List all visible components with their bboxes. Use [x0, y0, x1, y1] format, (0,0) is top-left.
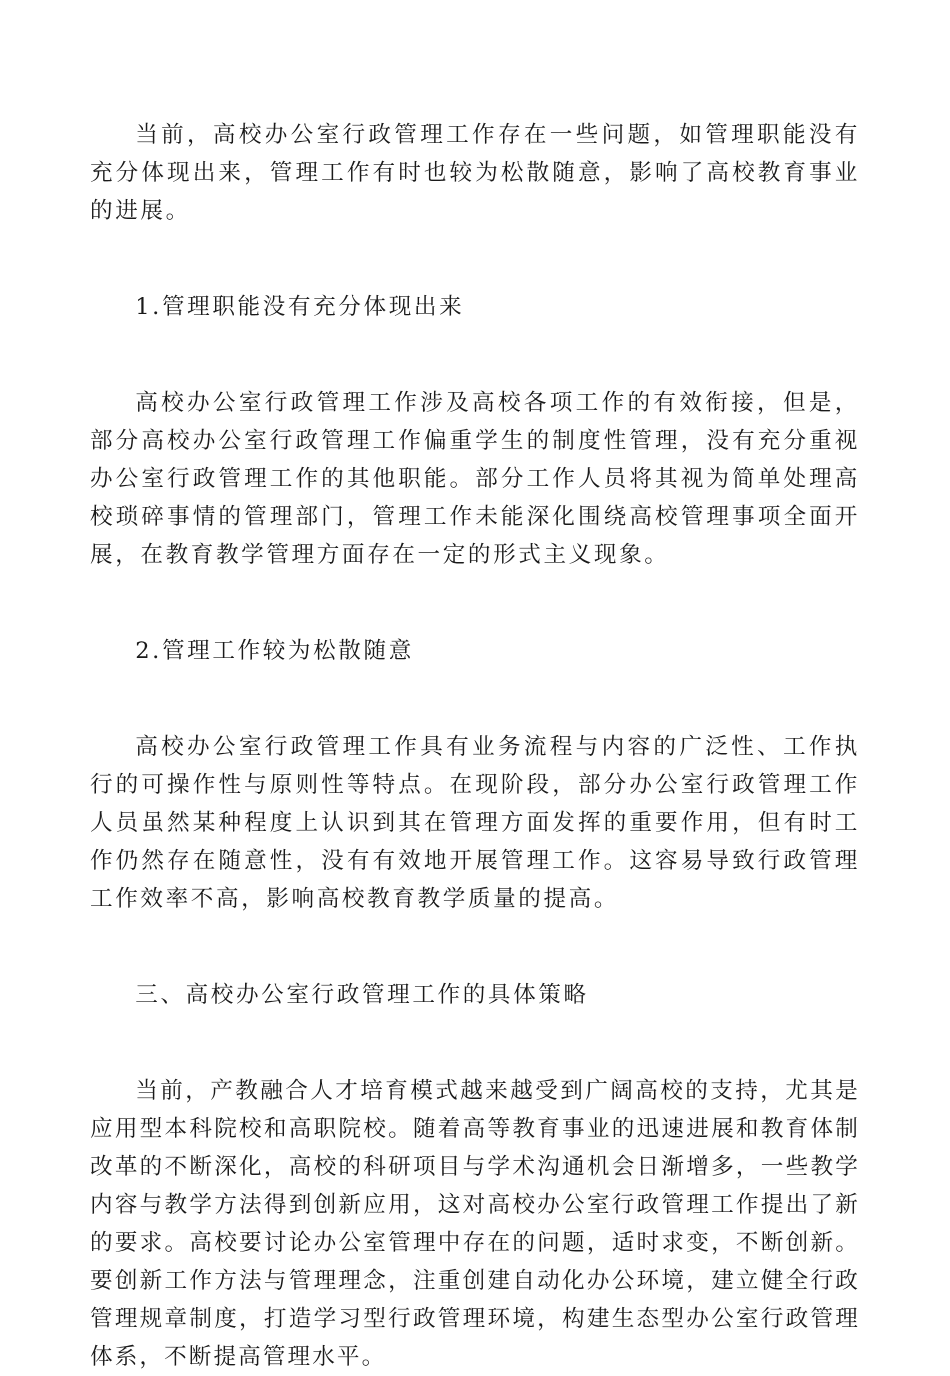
paragraph-gap	[90, 670, 860, 728]
paragraph-gap	[90, 918, 860, 976]
paragraph-section-1: 高校办公室行政管理工作涉及高校各项工作的有效衔接，但是，部分高校办公室行政管理工作偏重学生的制度性管理，没有充分重视办公室行政管理工作的其他职能。部分工作人员将其视为简单处理高校琐碎事情的管理部门，管理工作未能深化围绕高校管理事项全面开展，在教育教学管理方面存在一定的形式主义现象。	[90, 390, 860, 568]
paragraph-gap	[90, 230, 860, 288]
paragraph-section-2: 高校办公室行政管理工作具有业务流程与内容的广泛性、工作执行的可操作性与原则性等特点。在现阶段，部分办公室行政管理工作人员虽然某种程度上认识到其在管理方面发挥的重要作用，但有时工作仍然存在随意性，没有有效地开展管理工作。这容易导致行政管理工作效率不高，影响高校教育教学质量的提高。	[90, 734, 860, 912]
paragraph-gap	[90, 326, 860, 384]
paragraph-section-3: 当前，产教融合人才培育模式越来越受到广阔高校的支持，尤其是应用型本科院校和高职院校。随着高等教育事业的迅速进展和教育体制改革的不断深化，高校的科研项目与学术沟通机会日渐增多，一些教学内容与教学方法得到创新应用，这对高校办公室行政管理工作提出了新的要求。高校要讨论办公室管理中存在的问题，适时求变，不断创新。要创新工作方法与管理理念，注重创建自动化办公环境，建立健全行政管理规章制度，打造学习型行政管理环境，构建生态型办公室行政管理体系，不断提高管理水平。	[90, 1078, 860, 1370]
section-heading-3: 三、高校办公室行政管理工作的具体策略	[135, 982, 589, 1008]
paragraph-gap	[90, 574, 860, 632]
section-heading-1: 1.管理职能没有充分体现出来	[135, 294, 465, 320]
section-heading-2: 2.管理工作较为松散随意	[135, 638, 414, 664]
document-body	[90, 116, 860, 1376]
paragraph-intro: 当前，高校办公室行政管理工作存在一些问题，如管理职能没有充分体现出来，管理工作有时也较为松散随意，影响了高校教育事业的进展。	[90, 122, 860, 224]
paragraph-gap	[90, 1014, 860, 1072]
